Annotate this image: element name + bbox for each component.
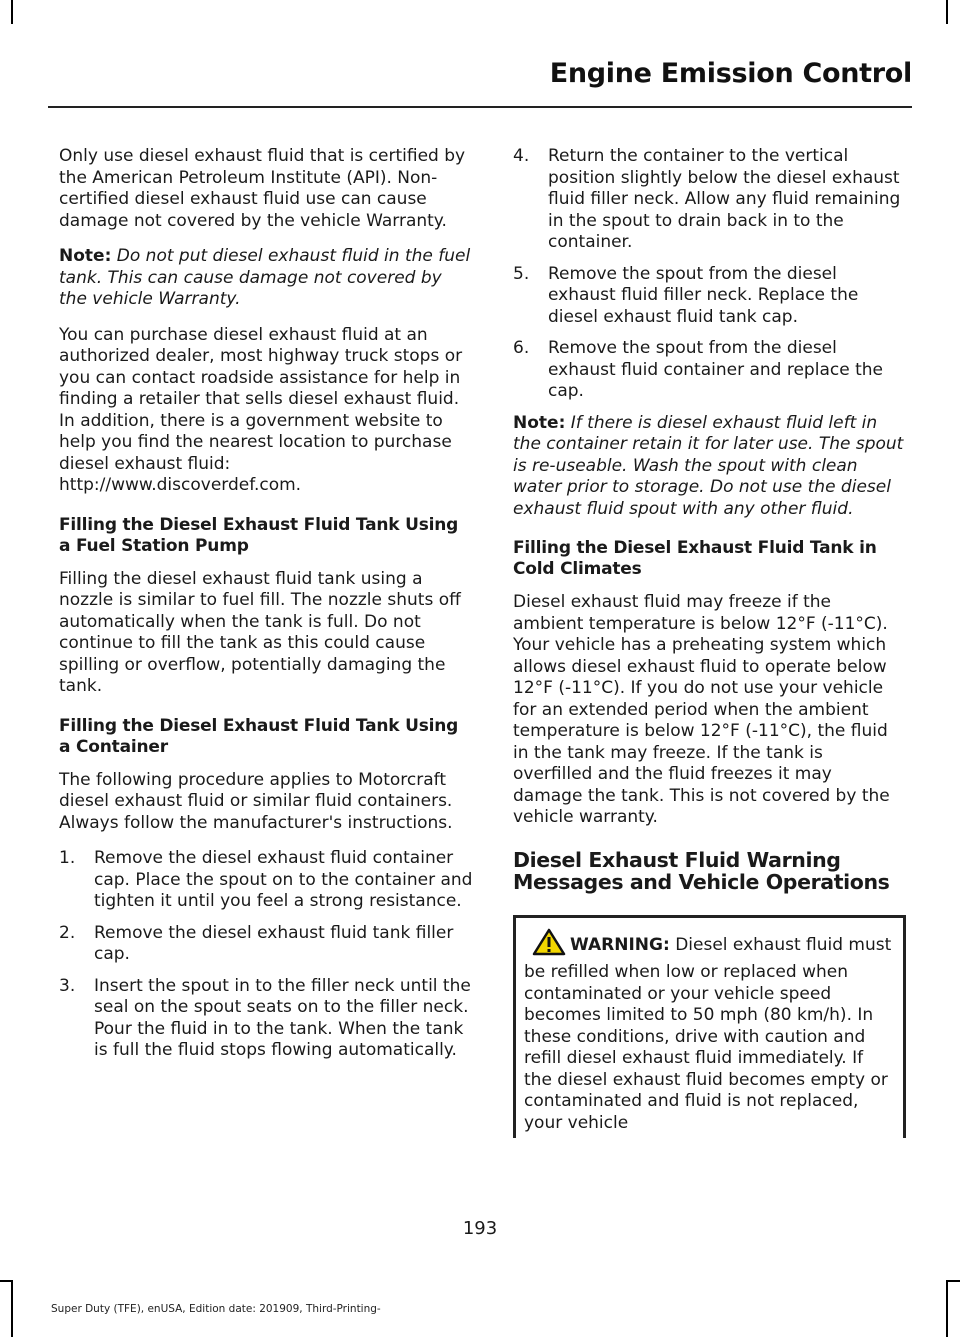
list-item: [59, 976, 474, 1062]
warning-triangle-icon: [532, 928, 566, 963]
list-item: [513, 264, 906, 329]
crop-mark-bottom-right-h: [946, 1280, 960, 1282]
heading-cold-climates: Filling the Diesel Exhaust Fluid Tank in Cold Climates: [513, 538, 877, 579]
list-item: [59, 848, 474, 913]
note-text: Do not put diesel exhaust fluid in the fuel tank. This can cause damage not covered by the vehicle Warranty.: [59, 246, 471, 309]
paragraph-certified-def: Only use diesel exhaust fluid that is certified by the American Petroleum Institute (API). Non-certified diesel exhaust fluid use can cause damage not covered by the vehicle Warranty.: [59, 146, 466, 231]
step-number: 4.: [513, 146, 530, 166]
list-item: [59, 923, 474, 966]
paragraph-purchase: [59, 325, 474, 497]
page-title: Engine Emission Control: [549, 58, 912, 89]
crop-mark-top-right: [946, 0, 948, 24]
warning-label: WARNING:: [570, 934, 670, 955]
note-label: Note:: [59, 246, 112, 266]
page-number: 193: [462, 1218, 498, 1239]
paragraph-purchase-text: You can purchase diesel exhaust fluid at an authorized dealer, most highway truck stops or you can contact roadside assistance for help in finding a retailer that sells diesel exhaust fluid. In addition, there is a government website to help you find the nearest location to purchase diesel exhaust fluid:: [59, 324, 463, 474]
step-number: 5.: [513, 263, 530, 284]
crop-mark-bottom-left-h: [0, 1280, 12, 1282]
step-text: Remove the diesel exhaust fluid tank filler cap.: [94, 922, 454, 964]
crop-mark-bottom-right: [946, 1280, 948, 1337]
note-label: Note:: [513, 412, 566, 433]
list-item: [513, 146, 906, 254]
header-divider: [48, 106, 912, 108]
note-text: If there is diesel exhaust fluid left in the container retain it for later use. The spout is re-useable. Wash the spout with clean water prior to storage. Do not use the diesel exhaust fluid spout with any other fluid.: [513, 412, 904, 519]
paragraph-cold: Diesel exhaust fluid may freeze if the ambient temperature is below 12°F (-11°C). Your vehicle has a preheating system which allows diesel exhaust fluid to operate below 12°F (-11°C). If you do not use your vehicle for an extended period when the ambient temperature is below 12°F (-11°C), the fluid in the tank may freeze. If the tank is overfilled and the fluid freezes it may damage the tank. This is not covered by the vehicle warranty.: [513, 592, 890, 827]
step-text: Remove the diesel exhaust fluid container cap. Place the spout on to the container and tighten it until you feel a strong resistance.: [94, 848, 473, 911]
warning-box: [513, 915, 906, 1139]
step-number: 3.: [59, 975, 76, 996]
steps-list-left: [59, 848, 474, 1062]
crop-mark-top-left: [11, 0, 13, 24]
footer-edition: Super Duty (TFE), enUSA, Edition date: 201909, Third-Printing-: [51, 1303, 381, 1315]
heading-fuel-station-pump: Filling the Diesel Exhaust Fluid Tank Using a Fuel Station Pump: [59, 514, 459, 556]
heading-warning-messages: Diesel Exhaust Fluid Warning Messages and Vehicle Operations: [513, 847, 890, 894]
step-number: 6.: [513, 338, 530, 358]
step-text: Return the container to the vertical position slightly below the diesel exhaust fluid filler neck. Allow any fluid remaining in the spout to drain back in to the container.: [548, 146, 901, 252]
paragraph-container: The following procedure applies to Motorcraft diesel exhaust fluid or similar fluid containers. Always follow the manufacturer's instructions.: [59, 769, 453, 833]
left-column: [59, 146, 474, 1072]
heading-container: Filling the Diesel Exhaust Fluid Tank Using a Container: [59, 715, 459, 757]
step-text: Remove the spout from the diesel exhaust fluid filler neck. Replace the diesel exhaust fluid tank cap.: [548, 263, 859, 327]
right-column: [513, 146, 906, 1138]
note-fuel-tank: [59, 246, 474, 311]
step-number: 2.: [59, 922, 76, 943]
paragraph-pump: Filling the diesel exhaust fluid tank using a nozzle is similar to fuel fill. The nozzle shuts off automatically when the tank is full. Do not continue to fill the tank as this could cause spilling or overflow, potentially damaging the tank.: [59, 568, 461, 696]
step-number: 1.: [59, 848, 76, 868]
note-reuse: [513, 413, 906, 521]
step-text: Insert the spout in to the filler neck until the seal on the spout seats on to the filler neck. Pour the fluid in to the tank. When the tank is full the fluid stops flowing automatically.: [94, 975, 471, 1060]
crop-mark-bottom-left: [11, 1280, 13, 1337]
steps-list-right: [513, 146, 906, 403]
discoverdef-link[interactable]: http://www.discoverdef.com.: [59, 475, 302, 495]
warning-text: Diesel exhaust fluid must be refilled when low or replaced when contaminated or your vehicle speed becomes limited to 50 mph (80 km/h). In these conditions, drive with caution and refill diesel exhaust fluid immediately. If the diesel exhaust fluid becomes empty or contaminated and fluid is not replaced, your vehicle: [524, 934, 892, 1133]
list-item: [513, 338, 906, 403]
step-text: Remove the spout from the diesel exhaust fluid container and replace the cap.: [548, 338, 883, 401]
